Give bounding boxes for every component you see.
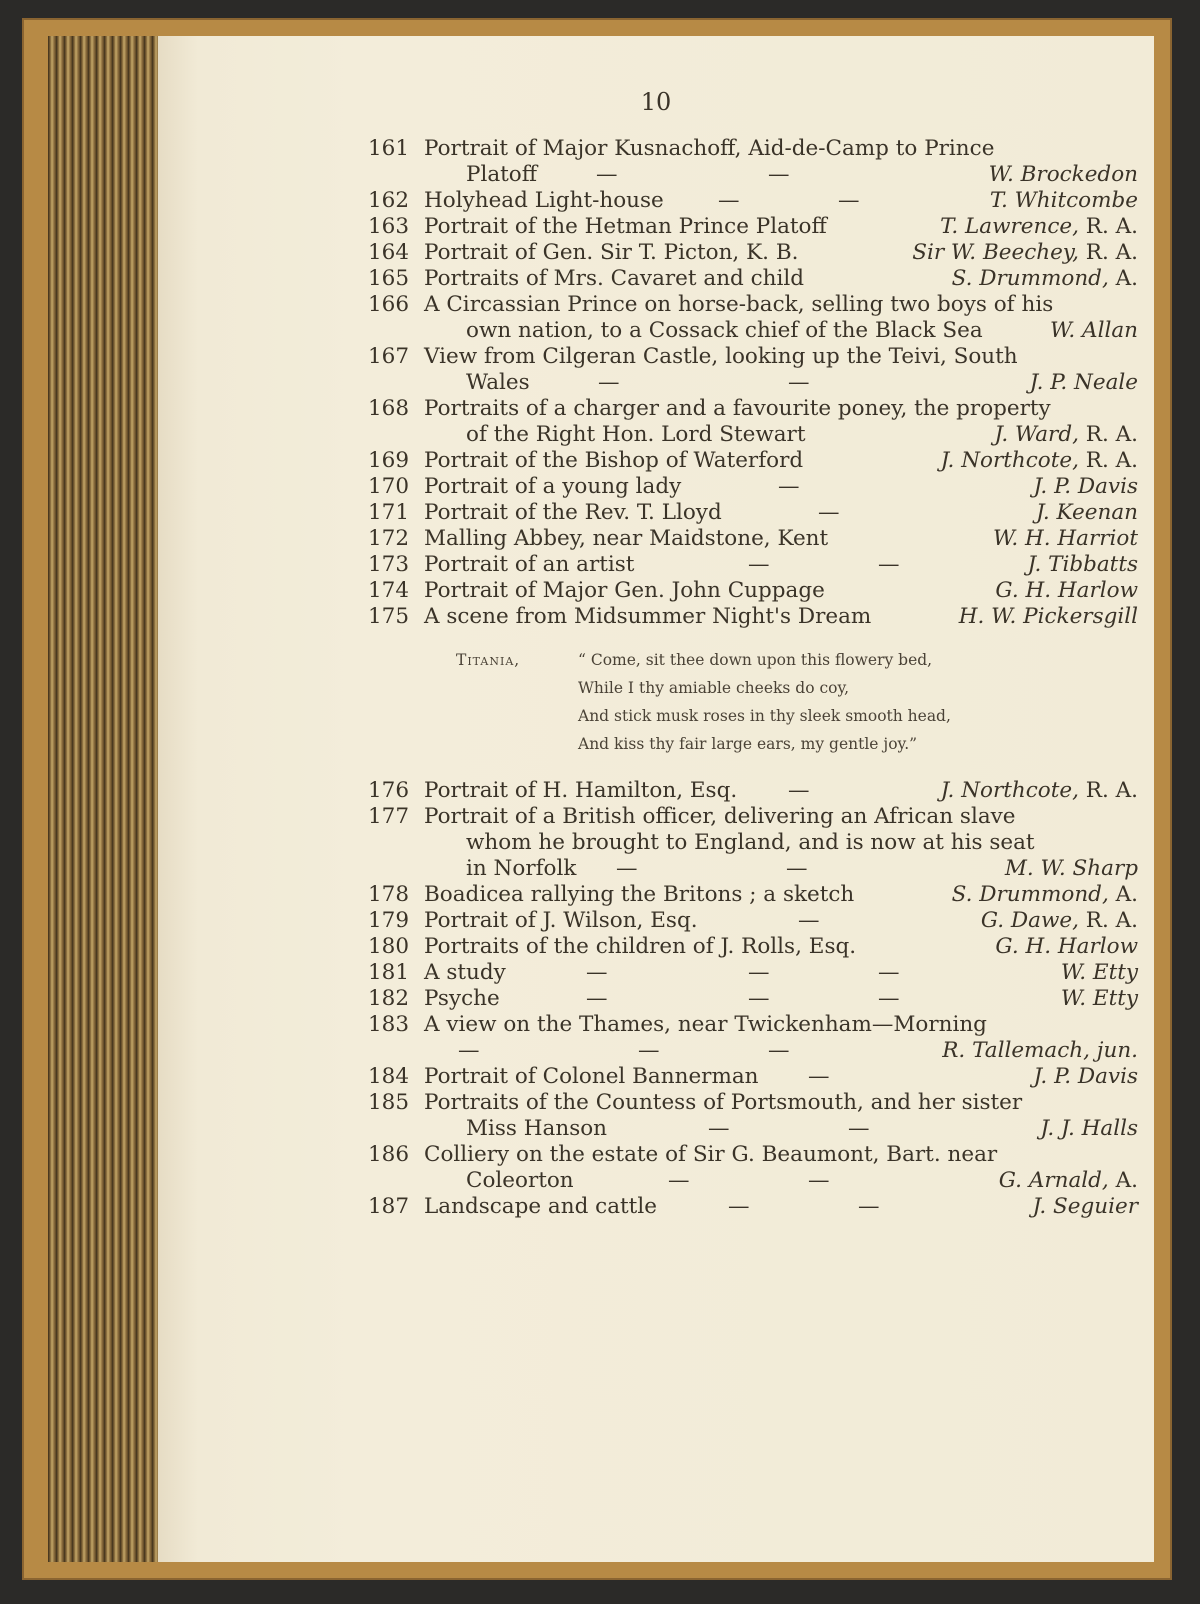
entry-line	[368, 1116, 1138, 1142]
entry-line	[368, 1038, 1138, 1064]
entry-title: Portrait of the Bishop of Waterford	[424, 448, 804, 473]
entry-title: Portrait of Major Gen. John Cuppage	[424, 578, 825, 603]
entry-title: Portraits of Mrs. Cavaret and child	[424, 266, 805, 291]
entry-title: in Norfolk	[466, 856, 577, 881]
artist-name: G. H. Harlow	[995, 578, 1138, 603]
entry-artist	[1061, 960, 1138, 986]
artist-name: J. J. Halls	[1040, 1116, 1138, 1141]
entry-number: 187	[368, 1194, 410, 1219]
entry-artist	[1036, 500, 1138, 526]
artist-name: W. Allan	[1050, 318, 1138, 343]
page-number: 10	[640, 88, 672, 116]
entry-artist	[1033, 474, 1138, 500]
artist-name: M. W. Sharp	[1004, 856, 1138, 881]
dash-separator: —	[708, 1116, 730, 1141]
entry-title: Landscape and cattle	[424, 1194, 657, 1219]
entry-title: Portrait of Colonel Bannerman	[424, 1064, 759, 1089]
entry-title: Portrait of H. Hamilton, Esq.	[424, 778, 738, 803]
entry-artist	[981, 908, 1138, 934]
quote-line: And stick musk roses in thy sleek smooth head,	[578, 707, 951, 725]
artist-name: J. Northcote,	[940, 778, 1079, 803]
entry-number: 185	[368, 1090, 410, 1115]
entry-line	[368, 344, 1138, 370]
entry-title: Malling Abbey, near Maidstone, Kent	[424, 526, 829, 551]
entry-artist	[952, 882, 1138, 908]
entry-title: Coleorton	[466, 1168, 574, 1193]
page-edges	[48, 36, 160, 1562]
artist-name: H. W. Pickersgill	[958, 604, 1138, 629]
entry-title: A view on the Thames, near Twickenham—Morning	[424, 1012, 987, 1037]
artist-name: Sir W. Beechey,	[912, 240, 1079, 265]
artist-rank: R. A.	[1085, 422, 1138, 447]
entry-artist	[1028, 552, 1139, 578]
entry-number: 184	[368, 1064, 410, 1089]
entry-line	[368, 370, 1138, 396]
entry-line	[368, 500, 1138, 526]
entry-number: 165	[368, 266, 410, 291]
dash-separator: —	[808, 1064, 830, 1089]
entry-number: 161	[368, 136, 410, 161]
entry-number: 171	[368, 500, 410, 525]
entry-line	[368, 1142, 1138, 1168]
quote-line: And kiss thy fair large ears, my gentle joy.”	[578, 735, 918, 753]
artist-name: W. Etty	[1060, 960, 1138, 985]
dash-separator: —	[788, 778, 810, 803]
entry-artist	[1040, 1116, 1138, 1142]
catalogue-page	[158, 36, 1154, 1562]
entry-line	[368, 526, 1138, 552]
entry-title: Portraits of the Countess of Portsmouth, and her sister	[424, 1090, 1023, 1115]
entry-title: Holyhead Light-house	[424, 188, 664, 213]
entry-number: 173	[368, 552, 410, 577]
entry-line	[368, 474, 1138, 500]
entry-title: Colliery on the estate of Sir G. Beaumont, Bart. near	[424, 1142, 998, 1167]
entry-line	[368, 240, 1138, 266]
dash-separator: —	[818, 500, 840, 525]
entry-title: Portrait of J. Wilson, Esq.	[424, 908, 698, 933]
dash-separator: —	[586, 986, 608, 1011]
entry-line	[368, 1090, 1138, 1116]
entry-line	[368, 960, 1138, 986]
dash-separator: —	[878, 552, 900, 577]
entry-title: View from Cilgeran Castle, looking up the Teivi, South	[424, 344, 1018, 369]
artist-name: J. Keenan	[1035, 500, 1138, 525]
artist-name: J. Tibbatts	[1027, 552, 1138, 577]
artist-rank: A.	[1115, 882, 1138, 907]
dash-separator: —	[668, 1168, 690, 1193]
artist-name: R. Tallemach, jun.	[942, 1038, 1138, 1063]
entry-line	[368, 448, 1138, 474]
entry-number: 168	[368, 396, 410, 421]
entry-number: 182	[368, 986, 410, 1011]
quote-speaker: Titania,	[456, 651, 521, 669]
entry-line	[368, 934, 1138, 960]
entry-number: 162	[368, 188, 410, 213]
dash-separator: —	[596, 162, 618, 187]
dash-separator: —	[878, 986, 900, 1011]
entry-number: 177	[368, 804, 410, 829]
entry-title: Portrait of a young lady	[424, 474, 682, 499]
entry-line	[368, 1064, 1138, 1090]
quote-line: “ Come, sit thee down upon this flowery bed,	[578, 651, 933, 669]
artist-name: J. P. Neale	[1029, 370, 1138, 395]
dash-separator: —	[808, 1168, 830, 1193]
dash-separator: —	[586, 960, 608, 985]
dash-separator: —	[786, 856, 808, 881]
entry-line	[368, 804, 1138, 830]
artist-name: G. Arnald,	[998, 1168, 1109, 1193]
entry-number: 174	[368, 578, 410, 603]
dash-separator: —	[858, 1194, 880, 1219]
entry-line	[368, 396, 1138, 422]
artist-rank: R. A.	[1085, 214, 1138, 239]
entry-title: Portrait of an artist	[424, 552, 635, 577]
artist-name: T. Whitcombe	[989, 188, 1138, 213]
entry-title: Boadicea rallying the Britons ; a sketch	[424, 882, 855, 907]
dash-separator: —	[798, 908, 820, 933]
dash-separator: —	[728, 1194, 750, 1219]
entry-artist	[990, 188, 1138, 214]
dash-separator: —	[748, 986, 770, 1011]
entry-line	[368, 214, 1138, 240]
dash-separator: —	[788, 370, 810, 395]
entry-artist	[995, 934, 1138, 960]
entry-artist	[912, 240, 1138, 266]
entry-number: 175	[368, 604, 410, 629]
artist-name: S. Drummond,	[951, 882, 1109, 907]
entry-number: 176	[368, 778, 410, 803]
entry-number: 163	[368, 214, 410, 239]
entry-number: 178	[368, 882, 410, 907]
entry-title: Portrait of Major Kusnachoff, Aid-de-Camp to Prince	[424, 136, 995, 161]
entry-artist	[1033, 1064, 1138, 1090]
dash-separator: —	[768, 1038, 790, 1063]
dash-separator: —	[848, 1116, 870, 1141]
entry-artist	[1061, 986, 1138, 1012]
entry-line	[368, 882, 1138, 908]
entry-line	[368, 856, 1138, 882]
entry-number: 179	[368, 908, 410, 933]
entry-title: A study	[424, 960, 506, 985]
entry-artist	[994, 422, 1138, 448]
quote-line: While I thy amiable cheeks do coy,	[578, 679, 850, 697]
artist-name: G. H. Harlow	[995, 934, 1138, 959]
dash-separator: —	[838, 188, 860, 213]
artist-rank: R. A.	[1085, 240, 1138, 265]
artist-name: J. Northcote,	[940, 448, 1079, 473]
dash-separator: —	[778, 474, 800, 499]
dash-separator: —	[768, 162, 790, 187]
entry-number: 183	[368, 1012, 410, 1037]
artist-name: W. H. Harriot	[992, 526, 1138, 551]
entry-artist	[941, 778, 1138, 804]
entry-artist	[1030, 370, 1138, 396]
entry-title: A Circassian Prince on horse-back, selling two boys of his	[424, 292, 1054, 317]
entry-line	[368, 1194, 1138, 1220]
artist-rank: R. A.	[1085, 908, 1138, 933]
entry-title: own nation, to a Cossack chief of the Black Sea	[466, 318, 983, 343]
entry-line	[368, 1168, 1138, 1194]
entry-artist	[993, 526, 1138, 552]
dash-separator: —	[748, 960, 770, 985]
dash-separator: —	[458, 1038, 480, 1063]
entry-line	[368, 1012, 1138, 1038]
entry-number: 164	[368, 240, 410, 265]
entry-artist	[999, 1168, 1138, 1194]
entry-line	[368, 986, 1138, 1012]
entry-artist	[941, 448, 1138, 474]
entry-line	[368, 604, 1138, 630]
artist-name: J. Ward,	[994, 422, 1079, 447]
entry-title: Portrait of Gen. Sir T. Picton, K. B.	[424, 240, 799, 265]
entry-title: whom he brought to England, and is now at his seat	[466, 830, 1035, 855]
entry-title: Psyche	[424, 986, 500, 1011]
entry-number: 180	[368, 934, 410, 959]
entry-title: Portraits of the children of J. Rolls, Esq.	[424, 934, 857, 959]
entry-artist	[1050, 318, 1138, 344]
entry-artist	[959, 604, 1138, 630]
entry-title: Portrait of a British officer, delivering an African slave	[424, 804, 1016, 829]
entry-title: of the Right Hon. Lord Stewart	[466, 422, 806, 447]
entry-number: 169	[368, 448, 410, 473]
dash-separator: —	[748, 552, 770, 577]
entry-title: Portraits of a charger and a favourite poney, the property	[424, 396, 1051, 421]
entry-artist	[989, 162, 1138, 188]
dash-separator: —	[638, 1038, 660, 1063]
entry-title: A scene from Midsummer Night's Dream	[424, 604, 872, 629]
artist-rank: A.	[1115, 1168, 1138, 1193]
entry-line	[368, 266, 1138, 292]
entry-artist	[940, 214, 1138, 240]
entry-artist	[1032, 1194, 1138, 1220]
entry-artist	[952, 266, 1138, 292]
entry-title: Platoff	[466, 162, 538, 187]
entry-artist	[1005, 856, 1138, 882]
artist-name: J. P. Davis	[1033, 1064, 1138, 1089]
entry-line	[368, 908, 1138, 934]
entry-line	[368, 188, 1138, 214]
artist-name: G. Dawe,	[980, 908, 1079, 933]
entry-line	[368, 778, 1138, 804]
entry-line	[368, 318, 1138, 344]
entry-line	[368, 830, 1138, 856]
artist-name: W. Etty	[1060, 986, 1138, 1011]
entry-line	[368, 292, 1138, 318]
artist-name: T. Lawrence,	[940, 214, 1079, 239]
dash-separator: —	[616, 856, 638, 881]
entry-number: 166	[368, 292, 410, 317]
dash-separator: —	[718, 188, 740, 213]
entry-title: Wales	[466, 370, 530, 395]
entry-number: 186	[368, 1142, 410, 1167]
artist-rank: R. A.	[1085, 448, 1138, 473]
entry-number: 170	[368, 474, 410, 499]
entry-line	[368, 578, 1138, 604]
entry-line	[368, 136, 1138, 162]
entry-number: 167	[368, 344, 410, 369]
artist-name: S. Drummond,	[951, 266, 1109, 291]
artist-name: J. Seguier	[1032, 1194, 1138, 1219]
entry-line	[368, 422, 1138, 448]
entry-title: Miss Hanson	[466, 1116, 608, 1141]
entry-title: Portrait of the Hetman Prince Platoff	[424, 214, 827, 239]
artist-name: W. Brockedon	[988, 162, 1138, 187]
dash-separator: —	[878, 960, 900, 985]
artist-rank: R. A.	[1085, 778, 1138, 803]
entry-number: 172	[368, 526, 410, 551]
artist-rank: A.	[1115, 266, 1138, 291]
entry-artist	[942, 1038, 1138, 1064]
entry-number: 181	[368, 960, 410, 985]
entry-line	[368, 162, 1138, 188]
artist-name: J. P. Davis	[1033, 474, 1138, 499]
entry-title: Portrait of the Rev. T. Lloyd	[424, 500, 722, 525]
entry-artist	[995, 578, 1138, 604]
entry-line	[368, 552, 1138, 578]
dash-separator: —	[598, 370, 620, 395]
